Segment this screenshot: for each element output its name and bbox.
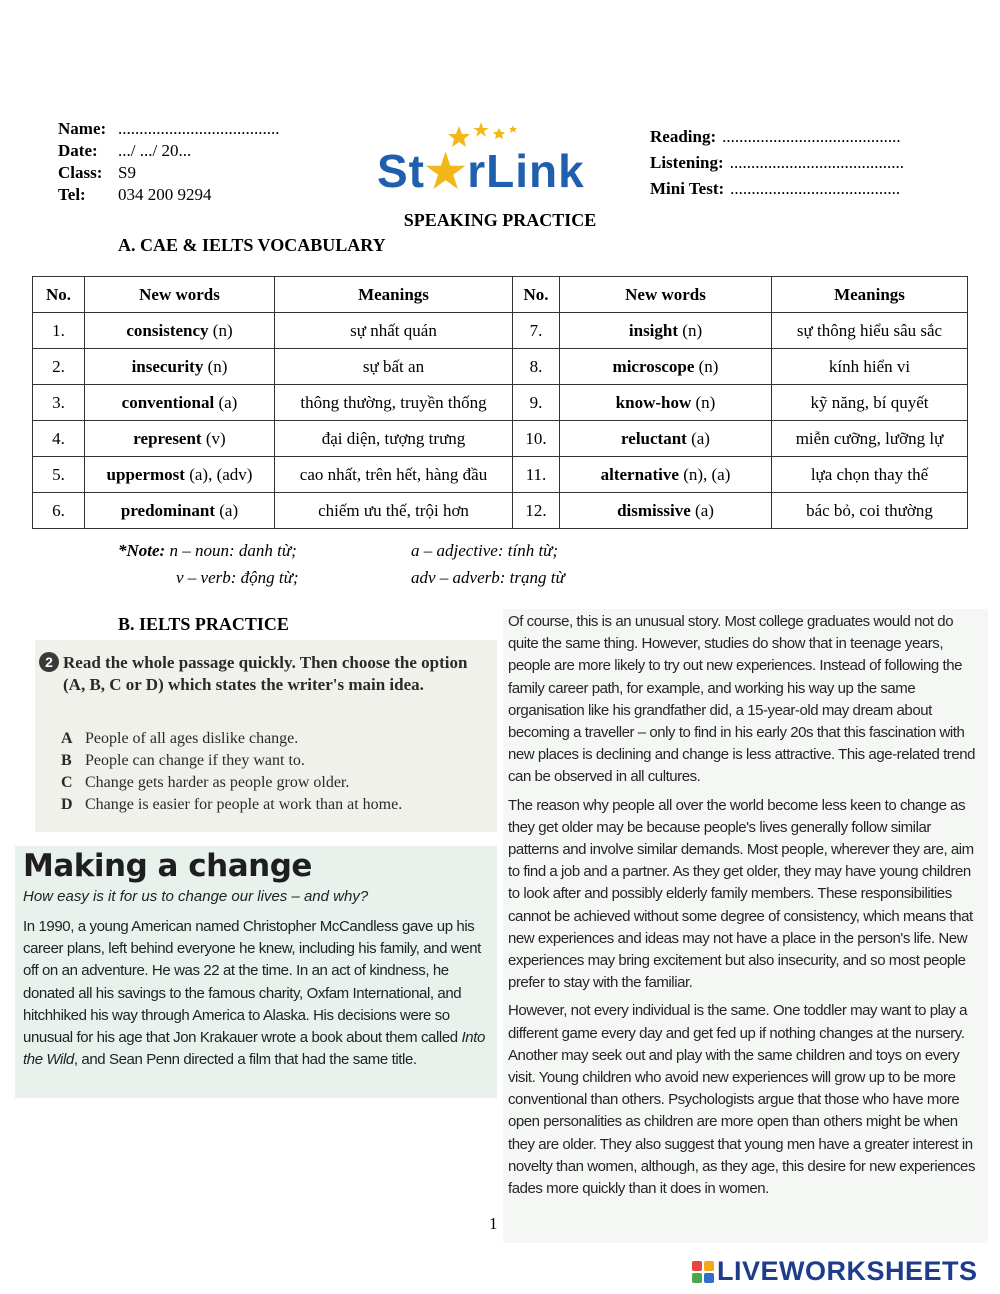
cell-word: uppermost (a), (adv) <box>85 457 275 493</box>
listening-row <box>650 150 904 176</box>
cell-word: alternative (n), (a) <box>560 457 772 493</box>
header-no-2: No. <box>513 277 560 313</box>
page-title: SPEAKING PRACTICE <box>403 210 597 230</box>
tel-row <box>58 184 280 206</box>
answer-options <box>61 728 402 816</box>
listening-label: Listening: <box>650 153 724 172</box>
option-d: D Change is easier for people at work than at home. <box>61 796 403 813</box>
note-noun: n – noun: danh từ; <box>169 541 297 560</box>
table-row <box>33 385 968 421</box>
cell-no: 8. <box>513 349 560 385</box>
note-verb: v – verb: động từ; <box>176 568 299 587</box>
cell-word: conventional (a) <box>85 385 275 421</box>
passage-paragraph-1: Of course, this is an unusual story. Most college graduates would not do quite the same thing. However, studies do show that in teenage years, people are more likely to try out new experiences. Instead of following the family career path, for example, and working his way up the same organisation like his grandfather did, a 15-year-old may dream about becoming a traveller – only to find in his early 20s that this fascination with new places is declining and change is less attractive. This age-related trend can be observed in all cultures. <box>508 613 976 786</box>
option-c: C Change gets harder as people grow older. <box>61 774 350 791</box>
cell-word: know-how (n) <box>560 385 772 421</box>
book-title: Into the Wild <box>23 1029 485 1069</box>
cell-no: 1. <box>33 313 85 349</box>
liveworksheets-wordmark: LIVEWORKSHEETS <box>717 1256 978 1286</box>
listening-value: ......................................... <box>729 153 904 172</box>
cell-word: insecurity (n) <box>85 349 275 385</box>
tel-label: Tel: <box>58 185 86 204</box>
option-a: A People of all ages dislike change. <box>61 730 299 747</box>
story-title: Making a change <box>23 848 312 884</box>
question-box <box>35 640 497 832</box>
vocabulary-table <box>32 276 968 529</box>
cell-meaning: bác bỏ, coi thường <box>772 493 968 529</box>
cell-word: represent (v) <box>85 421 275 457</box>
name-label: Name: <box>58 119 107 138</box>
header-meanings-2: Meanings <box>772 277 968 313</box>
table-row <box>33 313 968 349</box>
note-adverb: adv – adverb: trạng từ <box>411 568 565 587</box>
cell-no: 12. <box>513 493 560 529</box>
header-no: No. <box>33 277 85 313</box>
cell-no: 9. <box>513 385 560 421</box>
minitest-row <box>650 176 904 202</box>
date-value: .../ .../ 20... <box>118 141 192 160</box>
story-subtitle: How easy is it for us to change our lives – and why? <box>23 888 369 905</box>
logo-star-icon: ★ <box>425 145 468 197</box>
story-body: In 1990, a young American named Christopher McCandless gave up his career plans, left behind everyone he knew, including his family, and went off on an adventure. He was 22 at the time. In an act of kindness, he donated all his savings to the famous charity, Oxfam International, and hitchhiked his way through America to Alaska. His decisions were so unusual for his age that Jon Krakauer wrote a book about them called Into the Wild, and Sean Penn directed a film that had the same title. <box>23 918 485 1069</box>
student-info <box>58 118 280 206</box>
note-line-1 <box>118 541 297 561</box>
reading-label: Reading: <box>650 127 717 146</box>
cell-word: dismissive (a) <box>560 493 772 529</box>
cell-no: 10. <box>513 421 560 457</box>
header-new-words-2: New words <box>560 277 772 313</box>
passage-paragraph-2: The reason why people all over the world become less keen to change as they get older may be because people's lives generally follow similar patterns and involve similar demands. Most people, wherever they are, aim to find a job and a partner. As they get older, they may have young children to look after and possibly elderly family members. These responsibilities cannot be achieved without some degree of consistency, which means that new experiences and ideas may not have a place in the person's life. New experiences may bring excitement but also insecurity, and so most people prefer to stay with the familiar. <box>508 796 974 992</box>
reading-passage <box>503 609 988 1243</box>
note-label: *Note: <box>118 541 166 560</box>
cell-word: insight (n) <box>560 313 772 349</box>
cell-meaning: lựa chọn thay thế <box>772 457 968 493</box>
header-new-words: New words <box>85 277 275 313</box>
class-row <box>58 162 280 184</box>
cell-no: 4. <box>33 421 85 457</box>
section-b-heading: B. IELTS PRACTICE <box>118 614 289 634</box>
cell-meaning: kỹ năng, bí quyết <box>772 385 968 421</box>
cell-word: reluctant (a) <box>560 421 772 457</box>
cell-no: 2. <box>33 349 85 385</box>
option-b: B People can change if they want to. <box>61 752 305 769</box>
logo-text: St★rLink <box>377 145 585 197</box>
class-label: Class: <box>58 163 103 182</box>
cell-no: 11. <box>513 457 560 493</box>
cell-word: microscope (n) <box>560 349 772 385</box>
story-box <box>15 846 497 1098</box>
minitest-label: Mini Test: <box>650 179 725 198</box>
cell-meaning: sự bất an <box>275 349 513 385</box>
reading-row <box>650 124 904 150</box>
date-label: Date: <box>58 141 98 160</box>
reading-value: .......................................... <box>722 127 901 146</box>
cell-word: consistency (n) <box>85 313 275 349</box>
note-adjective: a – adjective: tính từ; <box>411 541 559 560</box>
liveworksheets-logo-icon <box>692 1261 714 1283</box>
table-row <box>33 457 968 493</box>
cell-meaning: kính hiển vi <box>772 349 968 385</box>
question-number-badge: 2 <box>39 652 59 672</box>
section-a-heading: A. CAE & IELTS VOCABULARY <box>118 235 386 255</box>
table-row <box>33 493 968 529</box>
liveworksheets-brand <box>692 1256 978 1287</box>
cell-meaning: miễn cưỡng, lưỡng lự <box>772 421 968 457</box>
cell-no: 5. <box>33 457 85 493</box>
page-number: 1 <box>489 1214 498 1233</box>
cell-meaning: thông thường, truyền thống <box>275 385 513 421</box>
table-row <box>33 349 968 385</box>
cell-meaning: cao nhất, trên hết, hàng đầu <box>275 457 513 493</box>
cell-no: 3. <box>33 385 85 421</box>
passage-paragraph-3: However, not every individual is the same. One toddler may want to play a different game every day and get fed up if nothing changes at the nursery. Another may seek out and play with the same children and toys on every visit. Young children who avoid new experiences will grow up to be more conventional than others. Psychologists argue that those who have more open personalities as children are more open than others might be when they are older. They also suggest that young men have a greater interest in novelty than women, although, as they age, this desire for new experiences fades more quickly than it does in women. <box>508 1002 975 1198</box>
starlink-logo <box>375 122 600 202</box>
cell-meaning: sự nhất quán <box>275 313 513 349</box>
question-text: Read the whole passage quickly. Then choose the option (A, B, C or D) which states the writer's main idea. <box>63 653 468 694</box>
class-value: S9 <box>118 163 136 182</box>
name-row <box>58 118 280 140</box>
cell-meaning: đại diện, tượng trưng <box>275 421 513 457</box>
table-row <box>33 421 968 457</box>
minitest-value: ........................................ <box>730 179 901 198</box>
cell-no: 7. <box>513 313 560 349</box>
tel-value: 034 200 9294 <box>118 185 212 204</box>
score-info <box>650 124 904 202</box>
table-header-row <box>33 277 968 313</box>
cell-meaning: sự thông hiểu sâu sắc <box>772 313 968 349</box>
cell-no: 6. <box>33 493 85 529</box>
header-meanings: Meanings <box>275 277 513 313</box>
cell-meaning: chiếm ưu thế, trội hơn <box>275 493 513 529</box>
cell-word: predominant (a) <box>85 493 275 529</box>
date-row <box>58 140 280 162</box>
name-value: ...................................... <box>118 119 280 138</box>
